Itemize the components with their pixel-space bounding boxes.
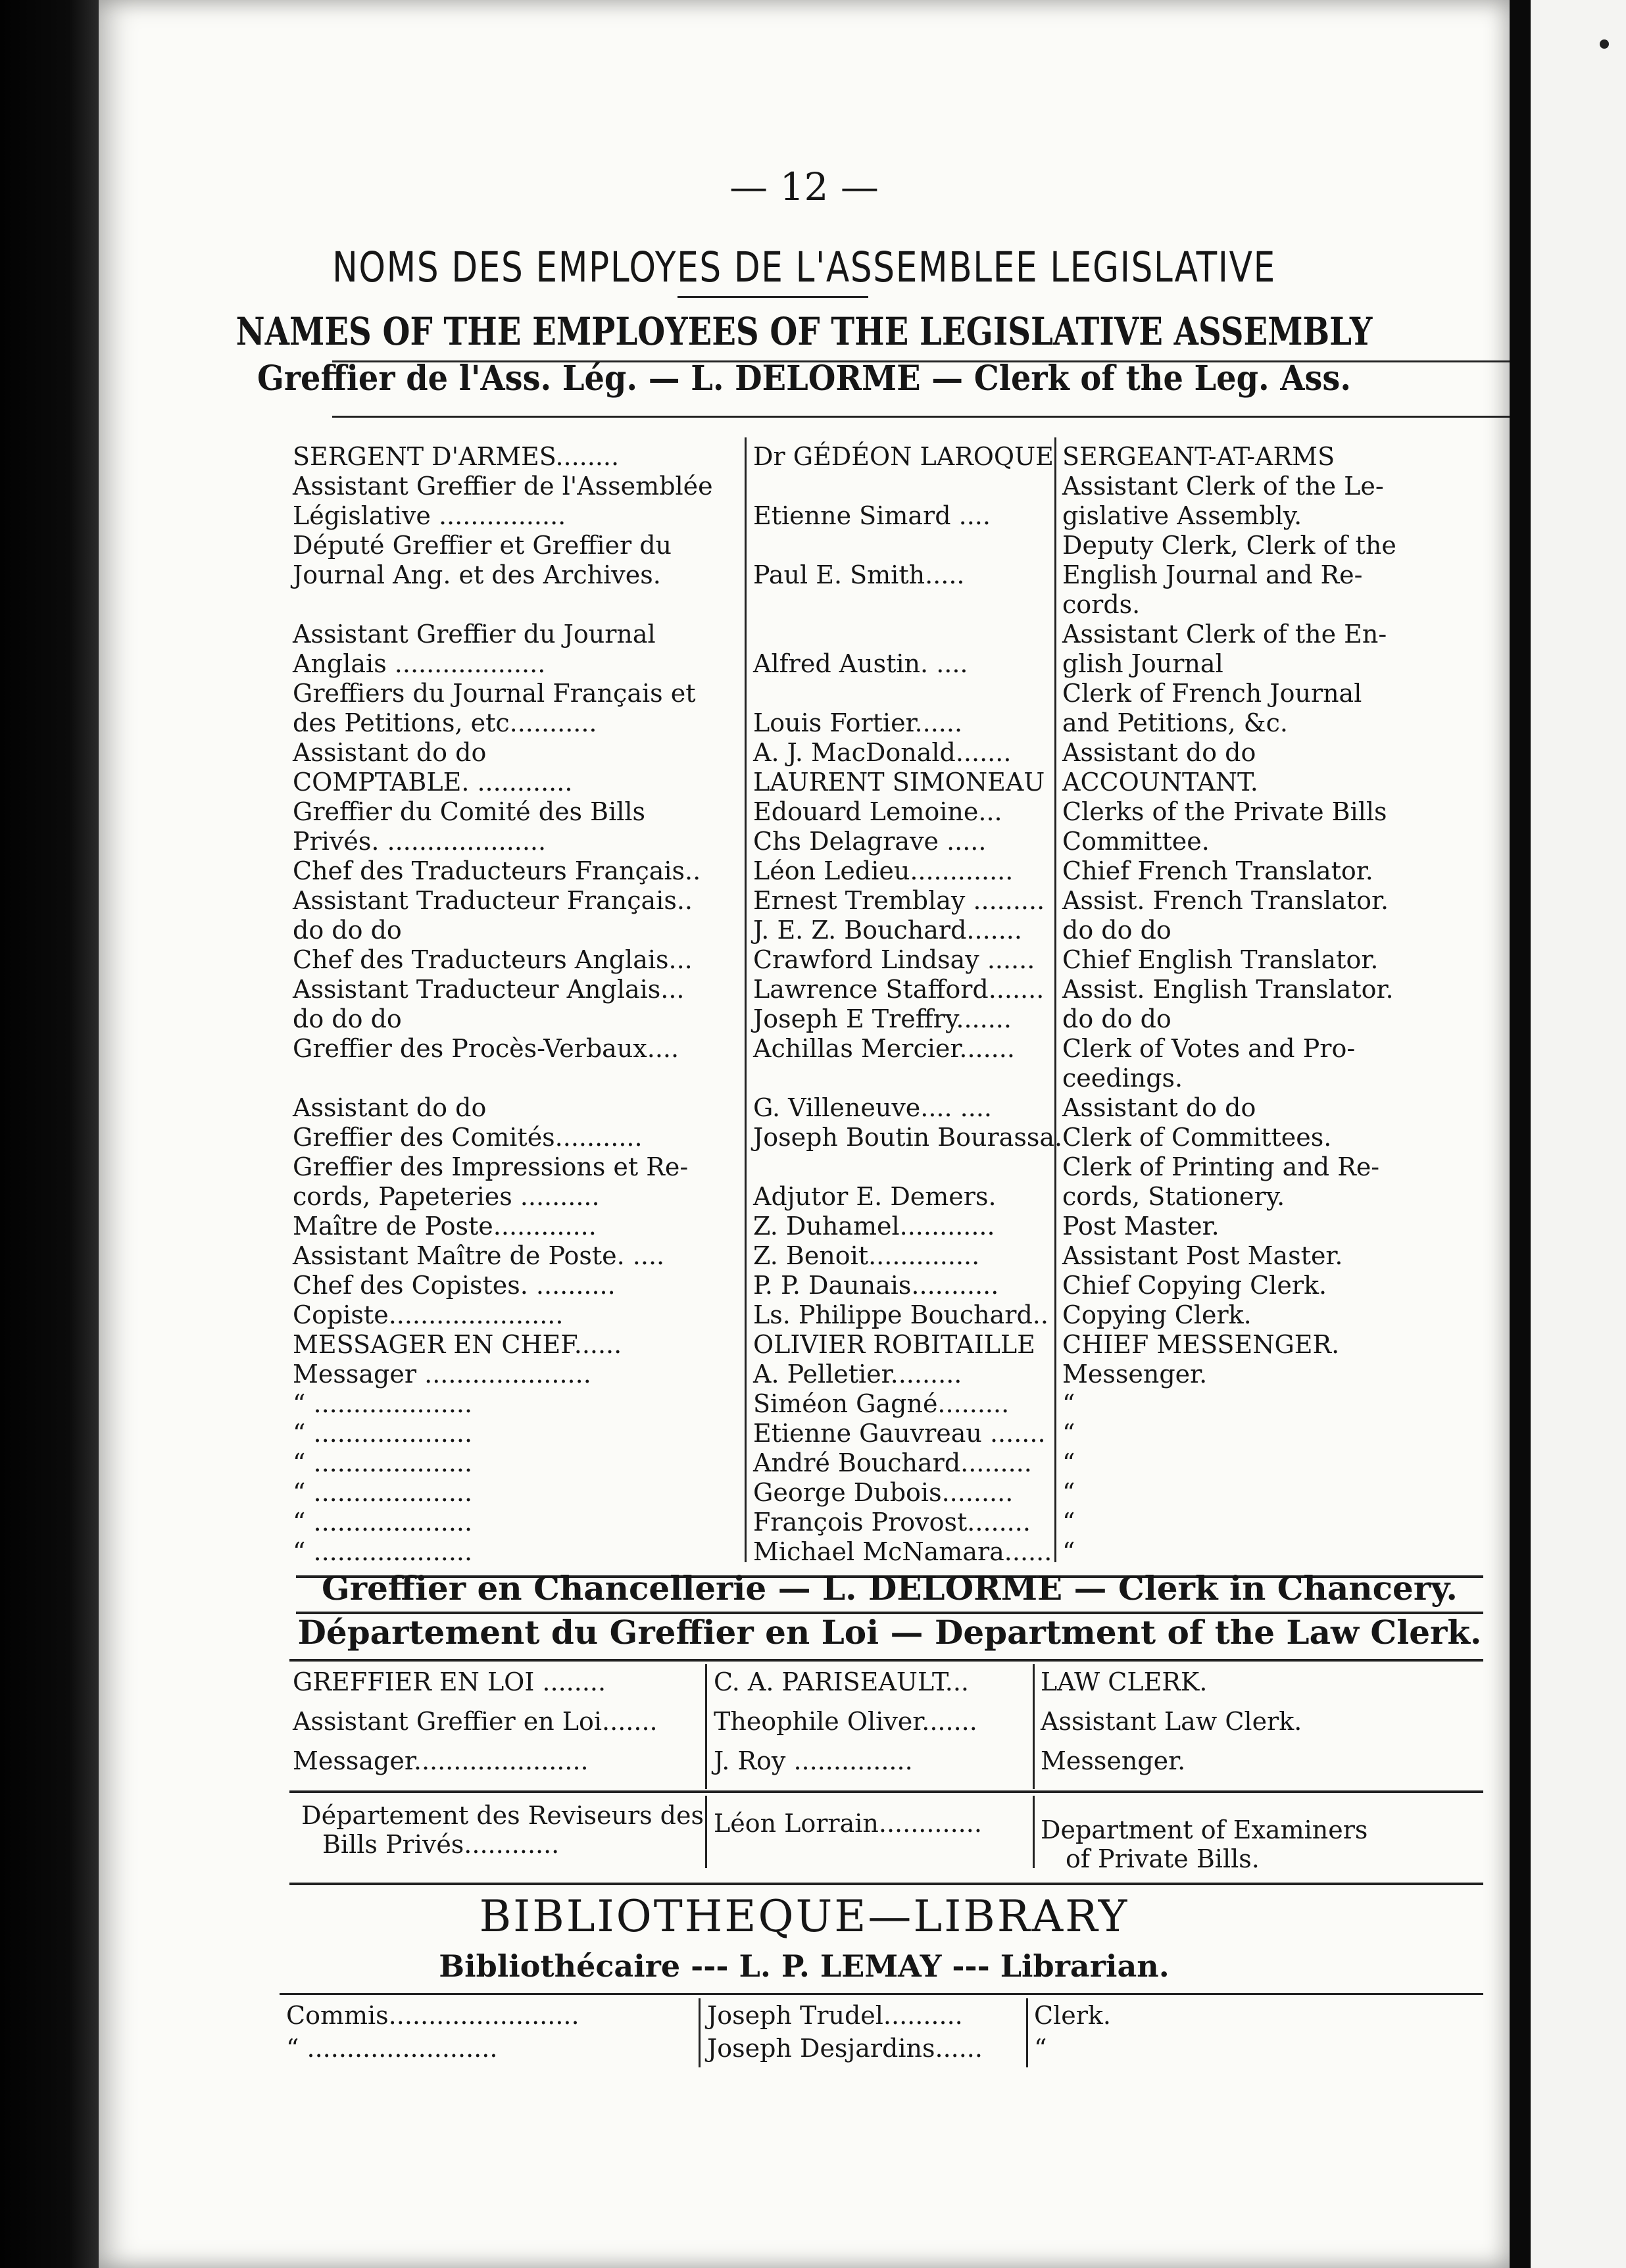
- row-french: Assistant do do: [293, 1093, 487, 1122]
- row-english: “: [1062, 1478, 1075, 1507]
- row-name: Ls. Philippe Bouchard..: [753, 1300, 1048, 1329]
- row-name: J. E. Z. Bouchard.......: [753, 916, 1022, 945]
- row-french: Assistant Traducteur Français..: [293, 886, 693, 915]
- row-french: “ ....................: [293, 1448, 473, 1477]
- row-english: Post Master.: [1062, 1212, 1220, 1241]
- examiners-en-line1: Department of Examiners: [1041, 1815, 1368, 1844]
- row-name: Louis Fortier......: [753, 708, 963, 737]
- row-name: Theophile Oliver.......: [714, 1707, 977, 1736]
- row-english: Copying Clerk.: [1062, 1300, 1252, 1329]
- row-french: “ ........................: [286, 2034, 498, 2063]
- row-name: Dr GÉDÉON LAROQUE: [753, 442, 1054, 471]
- row-french: “ ....................: [293, 1508, 473, 1537]
- row-english: “: [1062, 1448, 1075, 1477]
- scan-border: [0, 0, 99, 2268]
- row-french: Assistant Greffier du Journal: [293, 620, 656, 649]
- row-french: do do do: [293, 916, 402, 945]
- header-rule-bottom: [332, 416, 1523, 418]
- row-french: Messager .....................: [293, 1360, 591, 1389]
- row-english: cords.: [1062, 590, 1141, 619]
- chancery-heading: Greffier en Chancellerie — L. DELORME — Clerk in Chancery.: [322, 1569, 1458, 1608]
- examiners-name: Léon Lorrain.............: [714, 1809, 982, 1838]
- row-name: LAURENT SIMONEAU: [753, 768, 1045, 797]
- row-english: “: [1062, 1508, 1075, 1537]
- law-divider-left: [705, 1664, 707, 1789]
- row-french: Journal Ang. et des Archives.: [293, 560, 661, 589]
- row-french: des Petitions, etc...........: [293, 708, 597, 737]
- row-french: “ ....................: [293, 1478, 473, 1507]
- row-name: Adjutor E. Demers.: [753, 1182, 997, 1211]
- row-french: Chef des Traducteurs Français..: [293, 856, 701, 885]
- row-english: Messenger.: [1041, 1746, 1186, 1775]
- row-english: do do do: [1062, 916, 1171, 945]
- column-divider-left: [745, 437, 747, 1562]
- row-name: A. J. MacDonald.......: [753, 738, 1012, 767]
- ink-spot: [1600, 39, 1609, 49]
- row-english: Assistant Clerk of the Le-: [1062, 472, 1384, 501]
- row-english: Assistant Clerk of the En-: [1062, 620, 1387, 649]
- row-name: Z. Benoit..............: [753, 1241, 980, 1270]
- row-french: SERGENT D'ARMES........: [293, 442, 620, 471]
- row-name: OLIVIER ROBITAILLE: [753, 1330, 1035, 1359]
- row-name: Paul E. Smith.....: [753, 560, 965, 589]
- row-french: Greffier du Comité des Bills: [293, 797, 646, 826]
- row-english: Assistant Post Master.: [1062, 1241, 1343, 1270]
- row-french: Maître de Poste.............: [293, 1212, 597, 1241]
- row-french: Assistant Traducteur Anglais...: [293, 975, 685, 1004]
- row-name: A. Pelletier.........: [753, 1360, 962, 1389]
- row-french: MESSAGER EN CHEF......: [293, 1330, 622, 1359]
- column-divider-right: [1054, 437, 1056, 1562]
- row-english: “: [1062, 1419, 1075, 1448]
- row-english: Assistant do do: [1062, 1093, 1256, 1122]
- law-divider-right: [1033, 1664, 1035, 1789]
- row-name: Ernest Tremblay .........: [753, 886, 1045, 915]
- row-english: Deputy Clerk, Clerk of the: [1062, 531, 1396, 560]
- row-english: Clerk of French Journal: [1062, 679, 1362, 708]
- row-french: Copiste......................: [293, 1300, 564, 1329]
- row-name: Joseph Trudel..........: [707, 2001, 963, 2030]
- row-french: Commis........................: [286, 2001, 579, 2030]
- row-name: Chs Delagrave .....: [753, 827, 987, 856]
- row-french: Assistant Greffier de l'Assemblée: [293, 472, 713, 501]
- examiners-fr-line2: Bills Privés............: [322, 1830, 560, 1859]
- row-english: Chief English Translator.: [1062, 945, 1379, 974]
- row-english: ACCOUNTANT.: [1062, 768, 1258, 797]
- library-divider-left: [699, 1998, 701, 2067]
- title-divider: [678, 296, 868, 298]
- examiners-fr-line1: Département des Reviseurs des: [301, 1801, 704, 1830]
- row-name: Joseph Boutin Bourassa.: [753, 1123, 1063, 1152]
- row-french: Assistant Greffier en Loi.......: [293, 1707, 658, 1736]
- examiners-en-line2: of Private Bills.: [1066, 1844, 1260, 1873]
- title-english: NAMES OF THE EMPLOYEES OF THE LEGISLATIVE ASSEMBLY: [235, 309, 1373, 354]
- row-name: C. A. PARISEAULT...: [714, 1667, 969, 1696]
- row-french: Assistant Maître de Poste. ....: [293, 1241, 665, 1270]
- row-name: George Dubois.........: [753, 1478, 1014, 1507]
- row-name: Etienne Gauvreau .......: [753, 1419, 1046, 1448]
- row-name: François Provost........: [753, 1508, 1031, 1537]
- page-number: — 12 —: [729, 164, 879, 209]
- row-name: Achillas Mercier.......: [753, 1034, 1015, 1063]
- row-english: and Petitions, &c.: [1062, 708, 1288, 737]
- page-gutter: [1510, 0, 1531, 2268]
- clerk-heading: Greffier de l'Ass. Lég. — L. DELORME — Clerk of the Leg. Ass.: [257, 358, 1352, 399]
- row-english: Clerk.: [1034, 2001, 1111, 2030]
- row-french: Anglais ...................: [293, 649, 546, 678]
- row-name: G. Villeneuve.... ....: [753, 1093, 992, 1122]
- row-english: Assistant do do: [1062, 738, 1256, 767]
- row-english: “: [1062, 1389, 1075, 1418]
- row-name: Michael McNamara......: [753, 1537, 1052, 1566]
- row-english: cords, Stationery.: [1062, 1182, 1285, 1211]
- row-name: Etienne Simard ....: [753, 501, 991, 530]
- row-english: do do do: [1062, 1004, 1171, 1033]
- examiners-rule-bottom: [289, 1883, 1483, 1885]
- row-french: “ ....................: [293, 1389, 473, 1418]
- row-english: English Journal and Re-: [1062, 560, 1363, 589]
- row-french: Greffiers du Journal Français et: [293, 679, 696, 708]
- law-clerk-heading: Département du Greffier en Loi — Department of the Law Clerk.: [297, 1613, 1482, 1652]
- row-french: Greffier des Procès-Verbaux....: [293, 1034, 679, 1063]
- row-french: COMPTABLE. ............: [293, 768, 573, 797]
- row-french: cords, Papeteries ..........: [293, 1182, 600, 1211]
- row-english: gislative Assembly.: [1062, 501, 1302, 530]
- row-french: Greffier des Impressions et Re-: [293, 1152, 689, 1181]
- row-french: Législative ................: [293, 501, 566, 530]
- row-english: Clerk of Committees.: [1062, 1123, 1332, 1152]
- library-title: BIBLIOTHEQUE—LIBRARY: [479, 1891, 1129, 1942]
- row-french: Chef des Copistes. ..........: [293, 1271, 616, 1300]
- row-english: Clerk of Votes and Pro-: [1062, 1034, 1356, 1063]
- row-english: Assistant Law Clerk.: [1041, 1707, 1302, 1736]
- row-french: “ ....................: [293, 1419, 473, 1448]
- row-french: Assistant do do: [293, 738, 487, 767]
- row-english: Chief French Translator.: [1062, 856, 1373, 885]
- examiners-divider-right: [1033, 1796, 1035, 1868]
- document-page: [99, 0, 1510, 2268]
- row-english: Clerk of Printing and Re-: [1062, 1152, 1380, 1181]
- law-rule: [289, 1659, 1483, 1662]
- row-english: Messenger.: [1062, 1360, 1208, 1389]
- row-french: “ ....................: [293, 1537, 473, 1566]
- row-name: André Bouchard.........: [753, 1448, 1032, 1477]
- row-english: CHIEF MESSENGER.: [1062, 1330, 1340, 1359]
- row-french: Messager......................: [293, 1746, 589, 1775]
- row-name: Joseph Desjardins......: [707, 2034, 983, 2063]
- row-french: do do do: [293, 1004, 402, 1033]
- row-name: Léon Ledieu.............: [753, 856, 1014, 885]
- row-english: glish Journal: [1062, 649, 1223, 678]
- row-french: Greffier des Comités...........: [293, 1123, 643, 1152]
- row-french: Député Greffier et Greffier du: [293, 531, 672, 560]
- row-english: SERGEANT-AT-ARMS: [1062, 442, 1335, 471]
- row-name: Joseph E Treffry.......: [753, 1004, 1012, 1033]
- row-name: Z. Duhamel............: [753, 1212, 995, 1241]
- row-english: “: [1062, 1537, 1075, 1566]
- row-english: ceedings.: [1062, 1064, 1183, 1093]
- title-french: NOMS DES EMPLOYES DE L'ASSEMBLEE LEGISLATIVE: [332, 243, 1276, 291]
- row-french: Privés. ....................: [293, 827, 547, 856]
- examiners-divider-left: [705, 1796, 707, 1868]
- row-english: Chief Copying Clerk.: [1062, 1271, 1327, 1300]
- adjacent-page-edge: [1531, 0, 1626, 2268]
- row-name: J. Roy ...............: [714, 1746, 913, 1775]
- row-name: Lawrence Stafford.......: [753, 975, 1045, 1004]
- row-name: Crawford Lindsay ......: [753, 945, 1035, 974]
- row-french: GREFFIER EN LOI ........: [293, 1667, 606, 1696]
- row-english: “: [1034, 2034, 1047, 2063]
- library-rule: [280, 1993, 1483, 1995]
- library-divider-right: [1026, 1998, 1028, 2067]
- examiners-rule-top: [289, 1790, 1483, 1793]
- row-name: P. P. Daunais...........: [753, 1271, 999, 1300]
- row-english: LAW CLERK.: [1041, 1667, 1208, 1696]
- row-english: Assist. English Translator.: [1062, 975, 1394, 1004]
- row-name: Edouard Lemoine...: [753, 797, 1002, 826]
- row-english: Clerks of the Private Bills: [1062, 797, 1387, 826]
- row-name: Alfred Austin. ....: [753, 649, 968, 678]
- row-english: Committee.: [1062, 827, 1210, 856]
- row-name: Siméon Gagné.........: [753, 1389, 1010, 1418]
- row-french: Chef des Traducteurs Anglais...: [293, 945, 693, 974]
- library-heading: Bibliothécaire --- L. P. LEMAY --- Librarian.: [439, 1948, 1170, 1984]
- row-english: Assist. French Translator.: [1062, 886, 1389, 915]
